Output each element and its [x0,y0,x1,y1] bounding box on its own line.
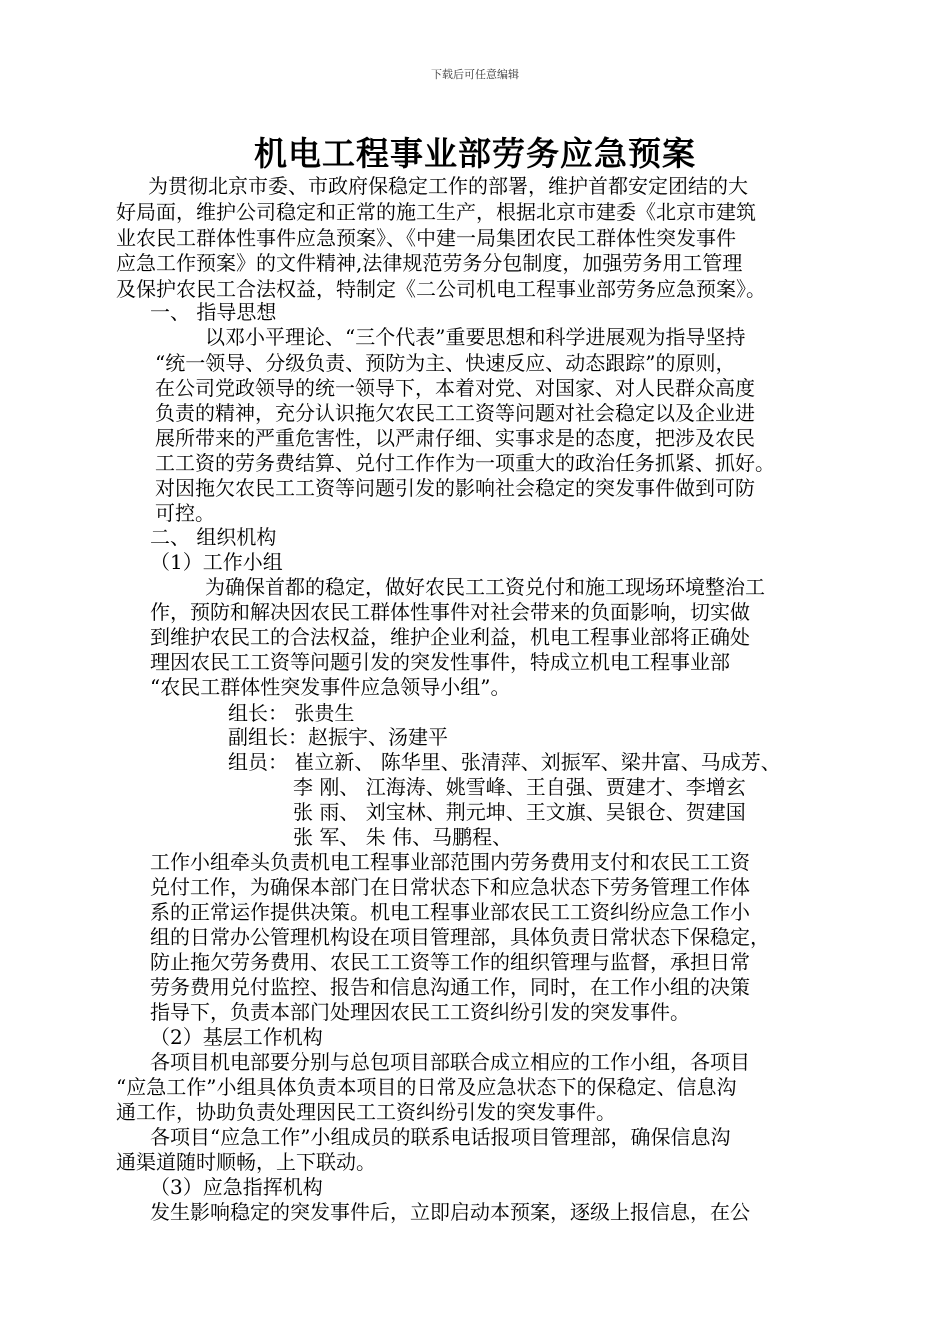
paragraph-line: 系的正常运作提供决策。机电工程事业部农民工工资纠纷应急工作小 [150,900,750,924]
member-line: 副组长：赵振宇、汤建平 [228,725,448,749]
paragraph-line: 负责的精神，充分认识拖欠农民工工资等问题对社会稳定以及企业进 [155,401,755,425]
paragraph-line: 通渠道随时顺畅，上下联动。 [116,1150,376,1174]
paragraph-line: 应急工作预案》的文件精神,法律规范劳务分包制度，加强劳务用工管理 [116,251,743,275]
section-heading: 一、 指导思想 [150,300,277,324]
paragraph-line: 在公司党政领导的统一领导下，本着对党、对国家、对人民群众高度 [155,376,755,400]
paragraph-line: 为确保首都的稳定，做好农民工工资兑付和施工现场环境整治工 [205,575,765,599]
paragraph-line: “应急工作”小组具体负责本项目的日常及应急状态下的保稳定、信息沟 [116,1075,737,1099]
paragraph-line: 各项目“应急工作”小组成员的联系电话报项目管理部，确保信息沟 [150,1125,731,1149]
paragraph-line: “统一领导、分级负责、预防为主、快速反应、动态跟踪”的原则， [155,351,736,375]
paragraph-line: 工工资的劳务费结算、兑付工作作为一项重大的政治任务抓紧、抓好。 [155,451,775,475]
paragraph-line: “农民工群体性突发事件应急领导小组”。 [150,675,511,699]
paragraph-line: 对因拖欠农民工工资等问题引发的影响社会稳定的突发事件做到可防 [155,476,755,500]
paragraph-line: 兑付工作，为确保本部门在日常状态下和应急状态下劳务管理工作体 [150,875,750,899]
page-header-note: 下载后可任意编辑 [431,68,519,81]
paragraph-line: 作，预防和解决因农民工群体性事件对社会带来的负面影响，切实做 [150,600,750,624]
paragraph-line: 及保护农民工合法权益，特制定《二公司机电工程事业部劳务应急预案》。 [116,277,766,301]
paragraph-line: 指导下，负责本部门处理因农民工工资纠纷引发的突发事件。 [150,1000,690,1024]
paragraph-line: 劳务费用兑付监控、报告和信息沟通工作，同时，在工作小组的决策 [150,975,750,999]
paragraph-line: 通工作，协助负责处理因民工工资纠纷引发的突发事件。 [116,1100,616,1124]
subsection-heading: （3）应急指挥机构 [150,1175,323,1199]
paragraph-line: 各项目机电部要分别与总包项目部联合成立相应的工作小组，各项目 [150,1050,750,1074]
paragraph-line: 工作小组牵头负责机电工程事业部范围内劳务费用支付和农民工工资 [150,850,750,874]
paragraph-line: 理因农民工工资等问题引发的突发性事件，特成立机电工程事业部 [150,650,730,674]
subsection-heading: （2）基层工作机构 [150,1025,323,1049]
paragraph-line: 到维护农民工的合法权益，维护企业利益，机电工程事业部将正确处 [150,625,750,649]
paragraph-line: 发生影响稳定的突发事件后，立即启动本预案，逐级上报信息，在公 [150,1200,750,1224]
document-title: 机电工程事业部劳务应急预案 [254,134,696,173]
member-line: 组员： 崔立新、 陈华里、张清萍、刘振军、梁井富、马成芳、 [228,750,781,774]
paragraph-line: 以邓小平理论、“三个代表”重要思想和科学进展观为指导坚持 [205,325,746,349]
paragraph-line: 展所带来的严重危害性，以严肃仔细、实事求是的态度，把涉及农民 [155,426,755,450]
paragraph-line: 可控。 [155,501,215,525]
paragraph-line: 为贯彻北京市委、市政府保稳定工作的部署，维护首都安定团结的大 [148,174,748,198]
section-heading: 二、 组织机构 [150,525,277,549]
member-line: 张 雨、 刘宝林、荆元坤、王文旗、吴银仓、贺建国 [293,800,746,824]
paragraph-line: 好局面，维护公司稳定和正常的施工生产，根据北京市建委《北京市建筑 [116,200,756,224]
member-line: 组长： 张贵生 [228,701,355,725]
paragraph-line: 业农民工群体性事件应急预案》、《中建一局集团农民工群体性突发事件 [116,226,736,250]
paragraph-line: 防止拖欠劳务费用、农民工工资等工作的组织管理与监督，承担日常 [150,950,750,974]
member-line: 李 刚、 江海涛、姚雪峰、王自强、贾建才、李增玄 [293,775,746,799]
paragraph-line: 组的日常办公管理机构设在项目管理部，具体负责日常状态下保稳定， [150,925,770,949]
subsection-heading: （1）工作小组 [150,550,283,574]
member-line: 张 军、 朱 伟、马鹏程、 [293,825,513,849]
